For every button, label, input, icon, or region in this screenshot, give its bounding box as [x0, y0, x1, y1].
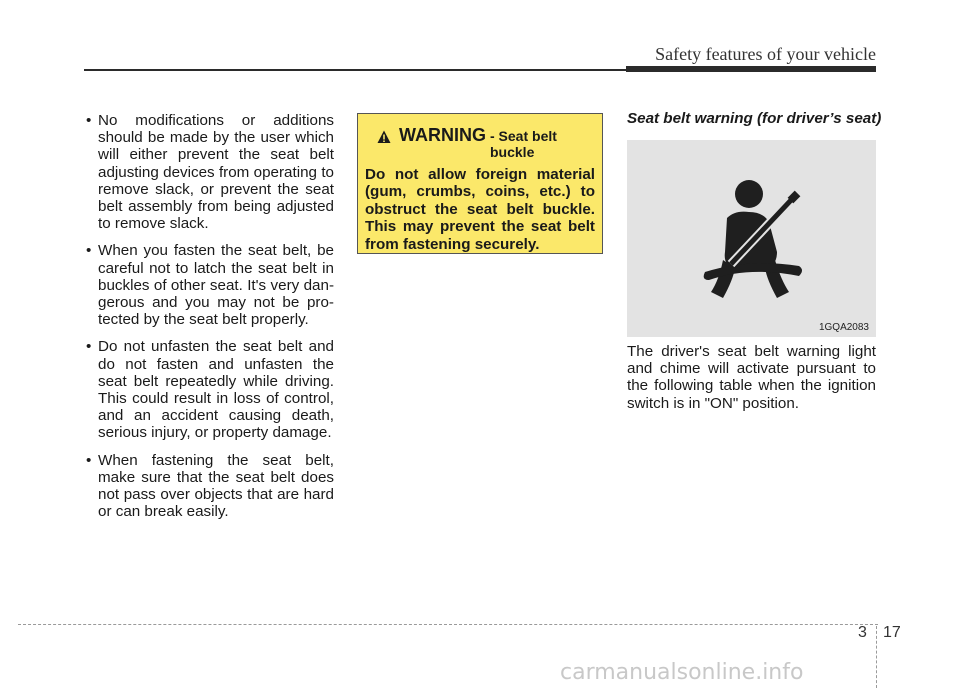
footer-rule — [18, 624, 878, 625]
list-item: • When fastening the seat belt, make sure that the seat belt does not pass over objects that are hard or can break easily. — [84, 452, 334, 521]
seatbelt-figure — [627, 140, 876, 337]
header-title: Safety features of your vehicle — [655, 44, 876, 64]
page-separator — [876, 626, 877, 688]
warning-subtitle: - Seat belt buckle — [490, 128, 557, 160]
page-number: 17 — [883, 624, 901, 641]
list-item: • No modifications or additions should be made by the user which will either prevent the seat belt adjusting devices from operating to remove slack, or prevent the seat belt assembly from being adjusted to remove slack. — [84, 112, 334, 232]
warning-box — [357, 113, 603, 254]
list-item: • When you fasten the seat belt, be careful not to latch the seat belt in buckles of other seat. It's very dan-gerous and you may not be pro-tected by the seat belt properly. — [84, 242, 334, 328]
warning-label: WARNING — [399, 125, 486, 145]
warning-triangle-icon — [377, 130, 391, 144]
section-heading: Seat belt warning (for driver’s seat) — [627, 110, 882, 127]
left-column — [84, 112, 334, 530]
header-rule-thick — [626, 66, 876, 72]
figure-code: 1GQA2083 — [818, 322, 869, 333]
chapter-number: 3 — [858, 624, 867, 641]
seatbelt-warning-icon — [627, 140, 876, 337]
section-body: The driver's seat belt warning light and chime will activate pursuant to the following table when the ignition switch is in "ON" position. — [627, 343, 876, 412]
list-item: • Do not unfasten the seat belt and do not fasten and unfasten the seat belt repeatedly while driving. This could result in loss of control, and an accident causing death, serious injury, or property damage. — [84, 338, 334, 441]
warning-body: Do not allow foreign material (gum, crumbs, coins, etc.) to obstruct the seat belt buckle. This may prevent the seat belt from fastening securely. — [365, 166, 595, 253]
watermark: carmanualsonline.info — [560, 660, 804, 685]
